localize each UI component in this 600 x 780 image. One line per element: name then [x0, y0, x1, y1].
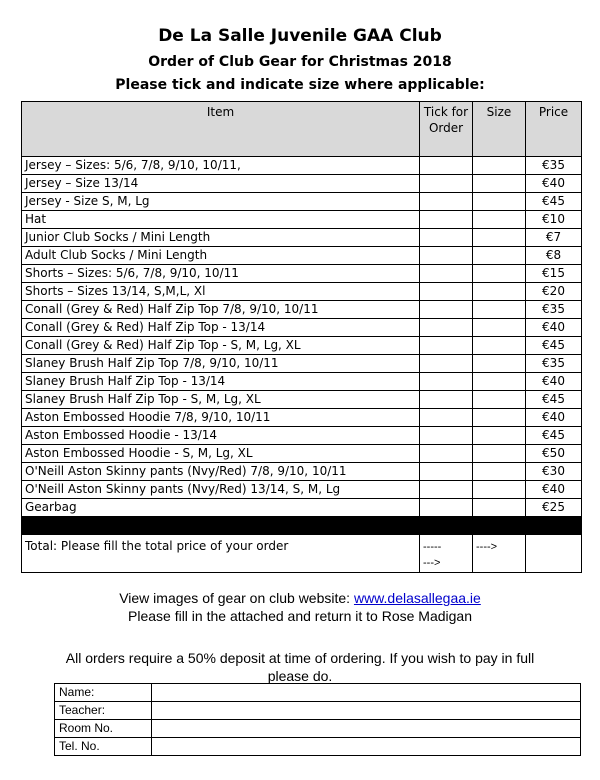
total-price-cell[interactable] — [526, 535, 582, 573]
form-field-input[interactable] — [152, 684, 581, 702]
size-cell[interactable] — [473, 175, 526, 193]
item-price: €10 — [526, 211, 582, 229]
item-price: €30 — [526, 463, 582, 481]
item-name: Shorts – Sizes: 5/6, 7/8, 9/10, 10/11 — [22, 265, 420, 283]
size-cell[interactable] — [473, 211, 526, 229]
item-price: €45 — [526, 337, 582, 355]
deposit-note: All orders require a 50% deposit at time of ordering. If you wish to pay in full — [65, 650, 535, 666]
tick-cell[interactable] — [420, 463, 473, 481]
item-price: €7 — [526, 229, 582, 247]
table-row — [22, 481, 582, 499]
size-cell[interactable] — [473, 319, 526, 337]
table-row — [22, 337, 582, 355]
separator-row — [22, 517, 582, 535]
table-row — [22, 193, 582, 211]
item-price: €45 — [526, 427, 582, 445]
arrow-indicator: ----> — [476, 541, 498, 553]
tick-cell[interactable] — [420, 301, 473, 319]
item-price: €45 — [526, 391, 582, 409]
header-price: Price — [526, 102, 582, 157]
size-cell[interactable] — [473, 355, 526, 373]
item-name: Jersey – Size 13/14 — [22, 175, 420, 193]
deposit-note-continued: please do. — [267, 668, 333, 684]
header-size: Size — [473, 102, 526, 157]
table-row — [22, 283, 582, 301]
size-cell[interactable] — [473, 445, 526, 463]
tick-cell[interactable] — [420, 265, 473, 283]
tick-cell[interactable] — [420, 337, 473, 355]
form-field-label: Room No. — [55, 720, 152, 738]
item-name: O'Neill Aston Skinny pants (Nvy/Red) 13/14, S, M, Lg — [22, 481, 420, 499]
item-price: €40 — [526, 319, 582, 337]
tick-cell[interactable] — [420, 481, 473, 499]
form-field-input[interactable] — [152, 720, 581, 738]
item-name: Slaney Brush Half Zip Top - S, M, Lg, XL — [22, 391, 420, 409]
arrow-indicator: ----- ---> — [423, 541, 442, 569]
item-name: Jersey - Size S, M, Lg — [22, 193, 420, 211]
form-field-label: Tel. No. — [55, 738, 152, 756]
item-name: O'Neill Aston Skinny pants (Nvy/Red) 7/8, 9/10, 10/11 — [22, 463, 420, 481]
item-name: Jersey – Sizes: 5/6, 7/8, 9/10, 10/11, — [22, 157, 420, 175]
tick-cell[interactable] — [420, 409, 473, 427]
form-row — [55, 684, 581, 702]
size-cell[interactable] — [473, 157, 526, 175]
header-item: Item — [22, 102, 420, 157]
table-row — [22, 229, 582, 247]
table-row — [22, 319, 582, 337]
item-price: €40 — [526, 409, 582, 427]
item-price: €50 — [526, 445, 582, 463]
size-cell[interactable] — [473, 373, 526, 391]
table-row — [22, 157, 582, 175]
tick-cell[interactable] — [420, 175, 473, 193]
item-price: €15 — [526, 265, 582, 283]
size-cell[interactable] — [473, 283, 526, 301]
size-cell[interactable] — [473, 499, 526, 517]
order-table — [21, 101, 582, 573]
item-name: Hat — [22, 211, 420, 229]
item-name: Conall (Grey & Red) Half Zip Top - 13/14 — [22, 319, 420, 337]
item-price: €35 — [526, 301, 582, 319]
return-note: Please fill in the attached and return it to Rose Madigan — [128, 608, 472, 624]
form-row — [55, 738, 581, 756]
form-field-label: Name: — [55, 684, 152, 702]
form-row — [55, 702, 581, 720]
form-subtitle: Order of Club Gear for Christmas 2018 — [148, 54, 452, 70]
item-name: Shorts – Sizes 13/14, S,M,L, Xl — [22, 283, 420, 301]
size-cell[interactable] — [473, 301, 526, 319]
tick-cell[interactable] — [420, 319, 473, 337]
total-row — [22, 535, 582, 573]
form-field-input[interactable] — [152, 738, 581, 756]
tick-cell[interactable] — [420, 373, 473, 391]
item-price: €45 — [526, 193, 582, 211]
form-row — [55, 720, 581, 738]
size-cell[interactable] — [473, 391, 526, 409]
size-cell[interactable] — [473, 229, 526, 247]
item-name: Conall (Grey & Red) Half Zip Top 7/8, 9/10, 10/11 — [22, 301, 420, 319]
tick-cell[interactable] — [420, 355, 473, 373]
table-row — [22, 445, 582, 463]
item-price: €25 — [526, 499, 582, 517]
item-name: Slaney Brush Half Zip Top - 13/14 — [22, 373, 420, 391]
item-price: €35 — [526, 157, 582, 175]
tick-cell[interactable] — [420, 427, 473, 445]
order-table-header — [22, 102, 582, 157]
total-label: Total: Please fill the total price of your order — [22, 535, 420, 573]
table-row — [22, 247, 582, 265]
table-row — [22, 265, 582, 283]
table-row — [22, 211, 582, 229]
table-row — [22, 373, 582, 391]
size-cell[interactable] — [473, 481, 526, 499]
item-name: Gearbag — [22, 499, 420, 517]
table-row — [22, 499, 582, 517]
total-size-cell[interactable] — [473, 535, 526, 573]
website-prefix: View images of gear on club website: — [119, 590, 354, 606]
item-name: Aston Embossed Hoodie - S, M, Lg, XL — [22, 445, 420, 463]
tick-cell[interactable] — [420, 283, 473, 301]
website-link[interactable]: www.delasallegaa.ie — [353, 590, 481, 606]
item-name: Conall (Grey & Red) Half Zip Top - S, M, Lg, XL — [22, 337, 420, 355]
item-price: €20 — [526, 283, 582, 301]
item-name: Junior Club Socks / Mini Length — [22, 229, 420, 247]
tick-cell[interactable] — [420, 157, 473, 175]
website-note — [0, 590, 600, 606]
item-price: €8 — [526, 247, 582, 265]
size-cell[interactable] — [473, 337, 526, 355]
tick-cell[interactable] — [420, 499, 473, 517]
tick-cell[interactable] — [420, 391, 473, 409]
form-instruction: Please tick and indicate size where applicable: — [115, 77, 485, 93]
size-cell[interactable] — [473, 193, 526, 211]
item-price: €35 — [526, 355, 582, 373]
tick-cell[interactable] — [420, 211, 473, 229]
item-name: Slaney Brush Half Zip Top 7/8, 9/10, 10/11 — [22, 355, 420, 373]
table-row — [22, 175, 582, 193]
size-cell[interactable] — [473, 265, 526, 283]
table-row — [22, 391, 582, 409]
size-cell[interactable] — [473, 427, 526, 445]
total-tick-cell[interactable] — [420, 535, 473, 573]
item-name: Aston Embossed Hoodie - 13/14 — [22, 427, 420, 445]
tick-cell[interactable] — [420, 229, 473, 247]
table-row — [22, 427, 582, 445]
size-cell[interactable] — [473, 409, 526, 427]
tick-cell[interactable] — [420, 193, 473, 211]
table-row — [22, 409, 582, 427]
item-price: €40 — [526, 373, 582, 391]
form-field-input[interactable] — [152, 702, 581, 720]
size-cell[interactable] — [473, 463, 526, 481]
table-row — [22, 355, 582, 373]
table-row — [22, 301, 582, 319]
item-name: Adult Club Socks / Mini Length — [22, 247, 420, 265]
tick-cell[interactable] — [420, 247, 473, 265]
item-name: Aston Embossed Hoodie 7/8, 9/10, 10/11 — [22, 409, 420, 427]
tick-cell[interactable] — [420, 445, 473, 463]
header-tick: Tick for Order — [420, 102, 473, 157]
table-row — [22, 463, 582, 481]
form-field-label: Teacher: — [55, 702, 152, 720]
club-title: De La Salle Juvenile GAA Club — [158, 26, 442, 46]
size-cell[interactable] — [473, 247, 526, 265]
item-price: €40 — [526, 481, 582, 499]
contact-form — [54, 683, 581, 756]
item-price: €40 — [526, 175, 582, 193]
